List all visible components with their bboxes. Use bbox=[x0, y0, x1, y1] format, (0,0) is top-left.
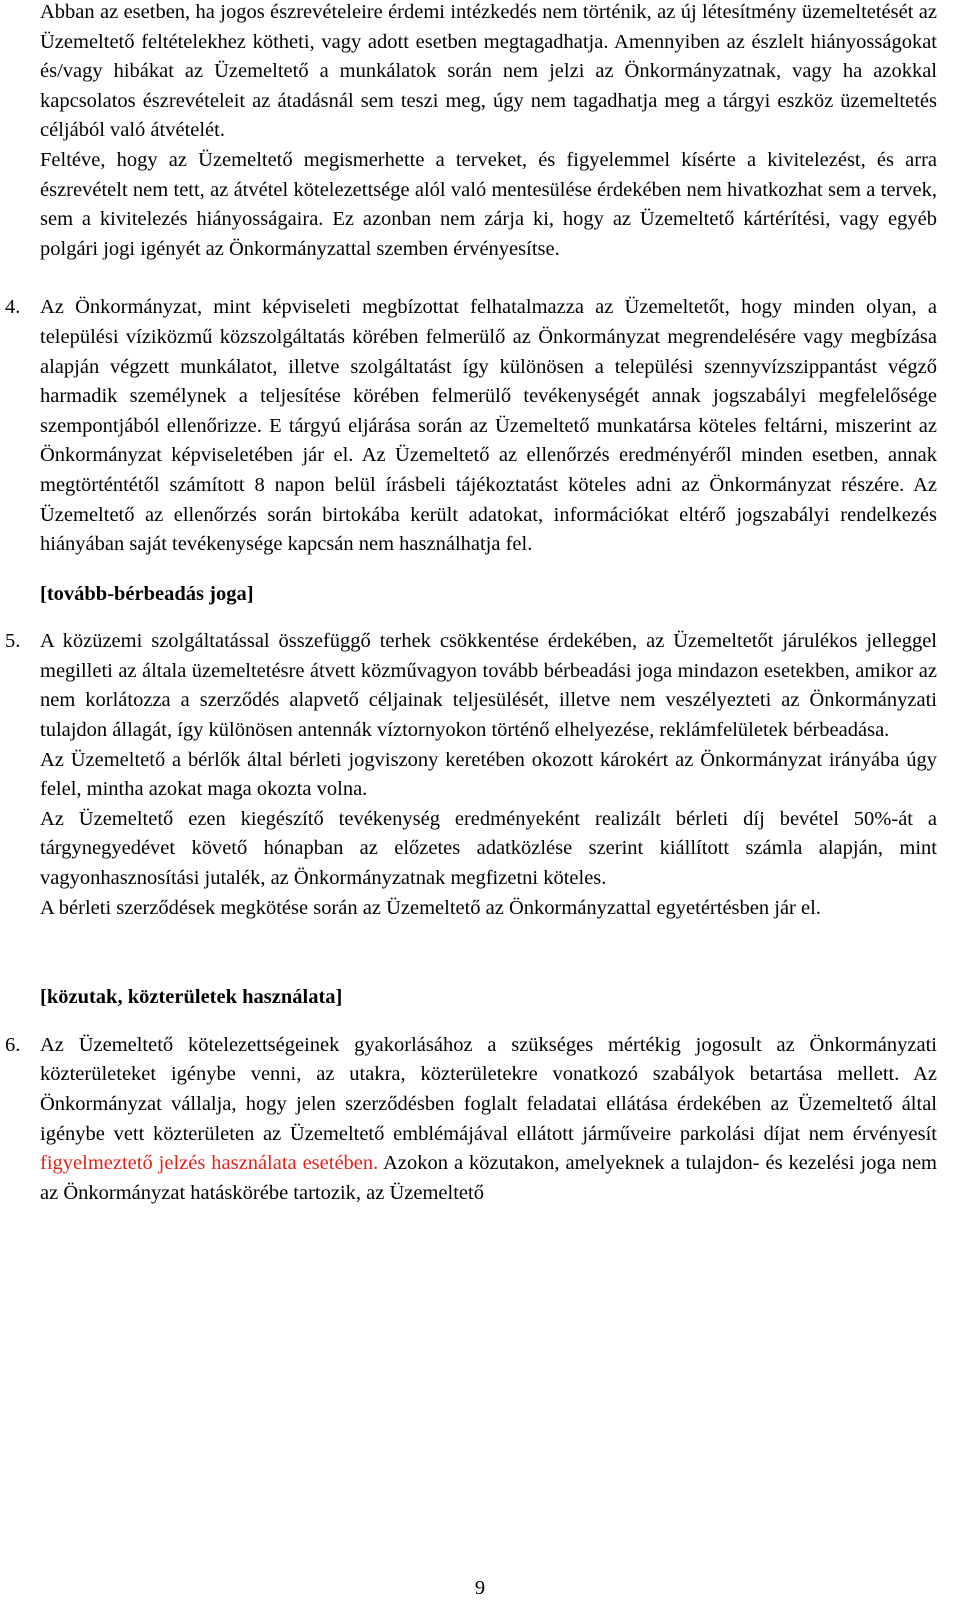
spacer bbox=[40, 923, 937, 983]
section-heading-subletting: [tovább-bérbeadás joga] bbox=[40, 582, 254, 605]
document-page bbox=[5, 0, 937, 1208]
clause-4 bbox=[5, 293, 937, 559]
clause-number: 4. bbox=[5, 296, 21, 319]
clause-5-text-4: A bérleti szerződések megkötése során az Üzemeltető az Önkormányzattal egyetértésben jár el. bbox=[40, 896, 821, 919]
clause-4-text: Az Önkormányzat, mint képviseleti megbízottat felhatalmazza az Üzemeltetőt, hogy minden olyan, a települési víziközmű közszolgáltatás körében felmerülő az Önkormányzat megrendelésére vagy megbízása alapján végzett munkálatot, illetve szolgáltatást így különösen a települési szennyvízszippantást végző harmadik személynek a teljesítése körében felmerülő tevékenységét annak jogszabályi megfelelősége szempontjából ellenőrizze. E tárgyú eljárása során az Üzemeltető munkatársa köteles feltárni, miszerint az Önkormányzat képviseletében jár el. Az Üzemeltető az ellenőrzés eredményéről minden esetben, annak megtörténtétől számított 8 napon belül írásbeli tájékoztatást köteles adni az Önkormányzat részére. Az Üzemeltető az ellenőrzés során birtokába került adatokat, információkat eltérő jogszabályi rendelkezés hiányában saját tevékenysége kapcsán nem használhatja fel. bbox=[40, 296, 937, 556]
page-number: 9 bbox=[474, 1577, 486, 1599]
clause-5-text-3: Az Üzemeltető ezen kiegészítő tevékenység eredményeként realizált bérleti díj bevétel 50%-át a tárgynegyedévet követő hónapban az előzetes adatközlése szerint kiállított számla alapján, mint vagyonhasznosítási jutalék, az Önkormányzatnak megfizetni köteles. bbox=[40, 807, 937, 890]
highlighted-text: figyelmeztető jelzés használata esetében. bbox=[40, 1152, 379, 1175]
section-heading-roads: [közutak, közterületek használata] bbox=[40, 986, 343, 1009]
clause-number: 5. bbox=[5, 630, 21, 653]
clause-6 bbox=[5, 1031, 937, 1209]
clause-number: 6. bbox=[5, 1033, 21, 1056]
clause-5-text-1: A közüzemi szolgáltatással összefüggő terhek csökkentése érdekében, az Üzemeltetőt járulékos jelleggel megilleti az általa üzemeltetésre átvett közművagyon tovább bérbeadási joga mindazon esetekben, amikor az nem korlátozza a szerződés alapvető céljainak teljesülését, illetve nem veszélyezteti az Önkormányzati tulajdon állagát, így különösen antennák víztornyokon történő elhelyezése, reklámfelületek bérbeadása. bbox=[40, 630, 937, 742]
clause-5-text-2: Az Üzemeltető a bérlők által bérleti jogviszony keretében okozott károkért az Önkormányzat irányába úgy felel, mintha azokat maga okozta volna. bbox=[40, 748, 937, 801]
spacer bbox=[40, 1013, 937, 1031]
clause-6-text-before: Az Üzemeltető kötelezettségeinek gyakorlásához a szükséges mértékig jogosult az Önkormányzati közterületeket igénybe venni, az utakra, közterületekre vonatkozó szabályok betartása mellett. Az Önkormányzat vállalja, hogy jelen szerződésben foglalt feladatai ellátása érdekében az Üzemeltető által igénybe vett közterületen az Üzemeltető emblémájával ellátott járműveire parkolási díjat nem érvényesít bbox=[40, 1033, 937, 1145]
spacer bbox=[40, 609, 937, 627]
paragraph-plans-knowledge: Feltéve, hogy az Üzemeltető megismerhette a terveket, és figyelemmel kísérte a kivitelezést, és arra észrevételt nem tett, az átvétel kötelezettsége alól való mentesülése érdekében nem hivatkozhat sem a tervek, sem a kivitelezés hiányosságaira. Ez azonban nem zárja ki, hogy az Üzemeltető kártérítési, vagy egyéb polgári jogi igényét az Önkormányzattal szemben érvényesítse. bbox=[40, 148, 937, 260]
spacer bbox=[40, 560, 937, 580]
spacer bbox=[40, 264, 937, 293]
paragraph-objections: Abban az esetben, ha jogos észrevételeire érdemi intézkedés nem történik, az új létesítmény üzemeltetését az Üzemeltető feltételekhez kötheti, vagy adott esetben megtagadhatja. Amennyiben az észlelt hiányosságokat és/vagy hibákat az Üzemeltető a munkálatok során nem jelzi az Önkormányzatnak, vagy ha azokkal kapcsolatos észrevételeit az átadásnál sem teszi meg, úgy nem tagadhatja meg a tárgyi eszköz üzemeltetés céljából való átvételét. bbox=[40, 1, 937, 142]
clause-5 bbox=[5, 627, 937, 923]
clause-6-text bbox=[40, 1031, 937, 1209]
clause-6-text-after: Azokon a közutakon, amelyeknek a tulajdon- és kezelési joga nem az Önkormányzat hatáskörébe tartozik, az Üzemeltető bbox=[40, 1152, 937, 1204]
